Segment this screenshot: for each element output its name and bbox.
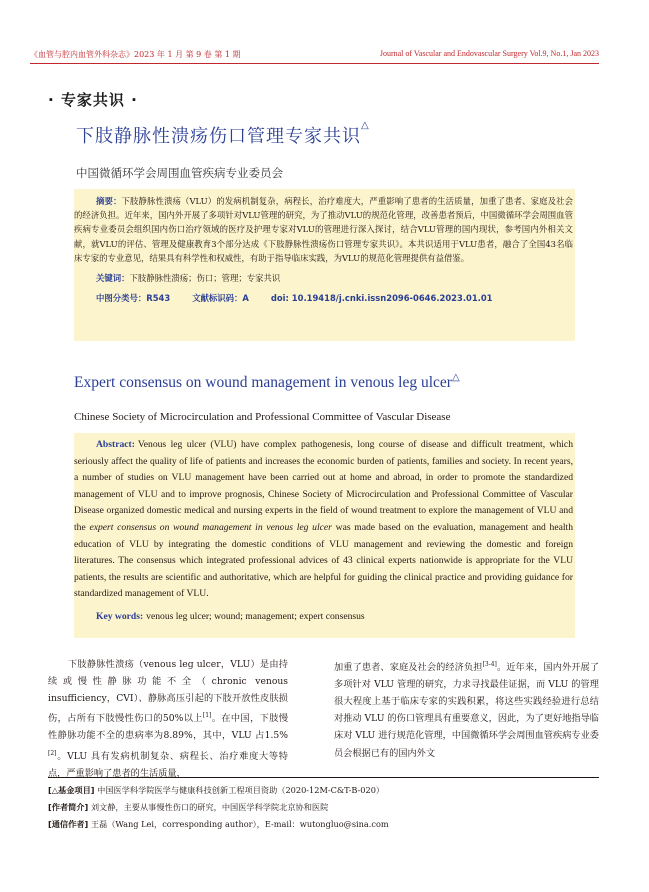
title-fund-mark: △ (361, 120, 370, 131)
chinese-title (76, 122, 370, 148)
document-code: 文献标识码：A (192, 293, 249, 304)
english-keywords-text: venous leg ulcer; wound; management; expert consensus (146, 610, 365, 622)
english-abstract-italic: expert consensus on wound management in venous leg ulcer (89, 521, 332, 533)
citation-3-4[interactable]: [3-4] (482, 661, 497, 668)
english-abstract (74, 437, 573, 603)
body-column-right (334, 656, 599, 762)
classification-row (96, 292, 573, 304)
footnote-author (48, 802, 328, 813)
fund-label: [△基金项目] (48, 785, 95, 795)
chinese-abstract-box (74, 189, 575, 341)
corresponding-text[interactable]: 王磊（Wang Lei，corresponding author），E-mail：wutongluo@sina.com (90, 819, 389, 829)
author-bio-label: [作者简介] (48, 802, 89, 812)
footnote-fund (48, 785, 384, 796)
english-author: Chinese Society of Microcirculation and Professional Committee of Vascular Disease (74, 411, 451, 423)
english-title-fund-mark: △ (451, 372, 460, 383)
chinese-keywords (96, 272, 573, 284)
chinese-abstract-text: 下肢静脉性溃疡（VLU）的发病机制复杂，病程长，治疗难度大，严重影响了患者的生活质量，加重了患者、家庭及社会的经济负担。近年来，国内外开展了多项针对VLU管理的研究，为了推动VLU的规范化管理，改善患者预后，中国微循环学会周围血管疾病专业委员会组织国内伤口治疗领域的医疗及护理专家对VLU的管理进行深入探讨，结合VLU管理的国内现状，参考国内外相关文献，就VLU的评估、管理及健康教育3个部分达成《下肢静脉性溃疡伤口管理专家共识》。本共识适用于VLU患者，融合了全国43名临床专家的专业意见，结果具有科学性和权威性，有助于指导临床实践，为VLU的规范化管理提供有益借鉴。 (74, 196, 573, 263)
clc-number: 中图分类号：R543 (96, 293, 171, 304)
keywords-text: 下肢静脉性溃疡；伤口；管理；专家共识 (129, 273, 281, 284)
english-keywords-label: Key words: (96, 610, 144, 622)
english-keywords (96, 611, 573, 622)
english-abstract-label: Abstract: (96, 439, 135, 450)
english-abstract-text-2: was made based on the evaluation, management and health education of VLU by integrating the domestic conditions of VLU management and reviewing the domestic and foreign literatures. The consensus which integrated professional advices of 43 clinical experts nationwide is appropriate for the VLU patients, the results are scientific and authoritative, which are helpful for guiding the clinical practice and providing guidance for standardized management of VLU. (74, 521, 573, 600)
citation-2[interactable]: [2] (48, 749, 57, 757)
running-header-cn: 《血管与腔内血管外科杂志》2023 年 1 月 第 9 卷 第 1 期 (30, 50, 241, 59)
keywords-label: 关键词： (96, 273, 130, 284)
chinese-abstract (74, 194, 573, 265)
body-left-text-2: 。在中国，下肢慢性静脉功能不全的患病率为8.89%，其中，VLU 占1.5% (48, 713, 289, 742)
doi-link[interactable]: doi: 10.19418/j.cnki.issn2096-0646.2023.01.01 (270, 293, 493, 304)
body-column-left (48, 656, 288, 782)
abstract-label: 摘要： (96, 196, 122, 206)
body-left-text-3: 。VLU 具有发病机制复杂、病程长、治疗难度大等特点，严重影响了患者的生活质量， (48, 750, 288, 779)
author-bio-text: 刘文静，主要从事慢性伤口的研究，中国医学科学院北京协和医院 (90, 802, 329, 812)
chinese-title-text: 下肢静脉性溃疡伤口管理专家共识 (76, 126, 361, 147)
citation-1[interactable]: [1] (202, 712, 212, 720)
section-label: · 专家共识 · (48, 91, 138, 109)
body-right-text-1: 加重了患者、家庭及社会的经济负担 (334, 662, 483, 674)
english-title-text: Expert consensus on wound management in venous leg ulcer (74, 374, 452, 391)
body-left-text-1: 下肢静脉性溃疡（venous leg ulcer，VLU）是由持续或慢性静脉功能不全（chronic venous insufficiency，CVI）、静脉高压引起的下肢开放性皮肤损伤，占所有下肢慢性伤口的50%以上 (48, 659, 288, 725)
english-title (74, 374, 460, 392)
english-abstract-box (74, 433, 575, 638)
fund-text: 中国医学科学院医学与健康科技创新工程项目资助（2020-12M-C&T-B-020） (97, 785, 385, 795)
running-header-en: Journal of Vascular and Endovascular Surgery Vol.9, No.1, Jan 2023 (379, 49, 599, 58)
header-rule (30, 63, 599, 64)
body-right-text-2: 。近年来，国内外开展了多项针对 VLU 管理的研究，力求寻找最佳证据，而 VLU 的管理很大程度上基于临床专家的实践积累，将这些实践经验进行总结对推动 VLU 的伤口管理具有重要意义，因此，为了更好地指导临床对 VLU 进行规范化管理，中国微循环学会周围血管疾病专业委员会根据已有的国内外文 (334, 662, 600, 759)
chinese-author: 中国微循环学会周围血管疾病专业委员会 (76, 166, 283, 180)
footnote-corresponding (48, 819, 389, 830)
corresponding-label: [通信作者] (48, 819, 89, 829)
english-abstract-text-1: Venous leg ulcer (VLU) have complex pathogenesis, long course of disease and difficult treatment, which seriously affect the quality of life of patients and increases the economic burden of patients, families and society. In recent years, a number of studies on VLU management have been carried out at home and abroad, in order to promote the standardized management of VLU and to improve prognosis, Chinese Society of Microcirculation and Professional Committee of Vascular Disease organized domestic medical and nursing experts in the field of wound treatment to explore the management of VLU and the (74, 439, 573, 533)
footnote-rule (48, 777, 599, 778)
